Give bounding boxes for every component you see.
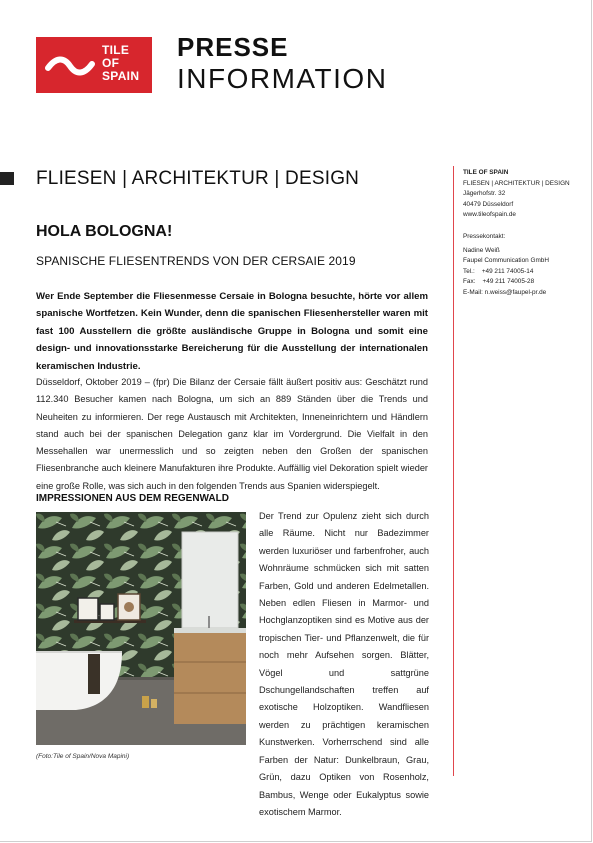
sidebar-gap [463, 221, 591, 232]
title-presse: PRESSE [177, 32, 289, 62]
logo-line-of: OF [102, 56, 120, 70]
sidebar-email-link[interactable]: E-Mail: n.weiss@faupel-pr.de [463, 288, 547, 296]
photo-caption: (Foto:Tile of Spain/Nova Mapini) [36, 753, 130, 760]
article-subheadline: SPANISCHE FLIESENTRENDS VON DER CERSAIE 2019 [36, 254, 356, 268]
article-lead: Wer Ende September die Fliesenmesse Cersaie in Bologna besuchte, hörte vor allem spanische Wortfetzen. Kein Wunder, denn die spanischen Fliesenhersteller waren mit fast 100 Ausstellern die größte ausländische Gruppe in Bologna und somit eine design- und innovationsstarke Bereicherung für die Ausstellung der internationalen keramischen Industrie. [36, 291, 428, 372]
column-text: Der Trend zur Opulenz zieht sich durch alle Räume. Nicht nur Badezimmer werden luxuriöser und farbenfroher, auch Wohnräume schmücken sich mit satten Farben, Gold und anderen Edelmetallen. Neben edlen Fliesen in Marmor- und Hochglanzoptiken sind es Motive aus der tropischen Tier- und Pflanzenwelt, die für noch mehr Aufsehen sorgen. Blätter, Vögel und sattgrüne Dschungellandschaften treffen auf exotische Holzoptiken. Wandfliesen werden zu prächtigen keramischen Kunstwerken. Vorherrschend sind alle Farben der Natur: Dunkelbraun, Grau, Grün, dazu Optiken von Rosenholz, Bambus, Wenge oder Eukalyptus sowie exotischem Marmor. [259, 511, 429, 817]
sidebar-contact [463, 168, 591, 299]
sidebar-rule [453, 166, 454, 776]
sidebar-contact-line: Nadine Weiß [463, 246, 500, 254]
bathroom-photo [36, 512, 246, 745]
sidebar-contact-line: Tel.: +49 211 74005-14 [463, 267, 534, 275]
sidebar-contact-line: Faupel Communication GmbH [463, 257, 549, 265]
sidebar-line: FLIESEN | ARCHITEKTUR | DESIGN [463, 179, 570, 187]
article-body: Düsseldorf, Oktober 2019 – (fpr) Die Bilanz der Cersaie fällt äußert positiv aus: Geschätzt rund 112.340 Besucher kamen nach Bologna, um sich an 889 Ständen über die Trends und Neuheiten zu informieren. Der rege Austausch mit Architekten, Inneneinrichtern und Händlern stand auch bei der spanischen Delegation ganz klar im Vordergrund. Die Vielfalt in den Messehallen war unermesslich und so zeigten neben den Großen der spanischen Fliesenbranche auch kleinere Manufakturen ihre Produkte. Auffällig viel Dekoration spielt wieder eine große Rolle, was sich auch in den folgenden Trends aus Spanien widerspiegelt. [36, 377, 428, 491]
tile-of-spain-logo [36, 37, 152, 93]
sidebar-contact-label: Pressekontakt: [463, 232, 506, 240]
wave-icon [44, 54, 96, 78]
sidebar-website-link[interactable]: www.tileofspain.de [463, 211, 516, 219]
article-headline: HOLA BOLOGNA! [36, 223, 173, 240]
section-marker [0, 172, 14, 185]
sidebar-brand: TILE OF SPAIN [463, 169, 509, 176]
title-information: INFORMATION [177, 63, 388, 94]
logo-wordmark [102, 44, 139, 83]
sidebar-contact-line: Fax: +49 211 74005-28 [463, 278, 535, 286]
section-heading: FLIESEN | ARCHITEKTUR | DESIGN [36, 168, 360, 189]
sidebar-line: 40479 Düsseldorf [463, 200, 514, 208]
logo-line-tile: TILE [102, 43, 130, 57]
logo-line-spain: SPAIN [102, 69, 140, 83]
sidebar-line: Jägerhofstr. 32 [463, 190, 506, 198]
subsection-heading: IMPRESSIONEN AUS DEM REGENWALD [36, 493, 229, 504]
